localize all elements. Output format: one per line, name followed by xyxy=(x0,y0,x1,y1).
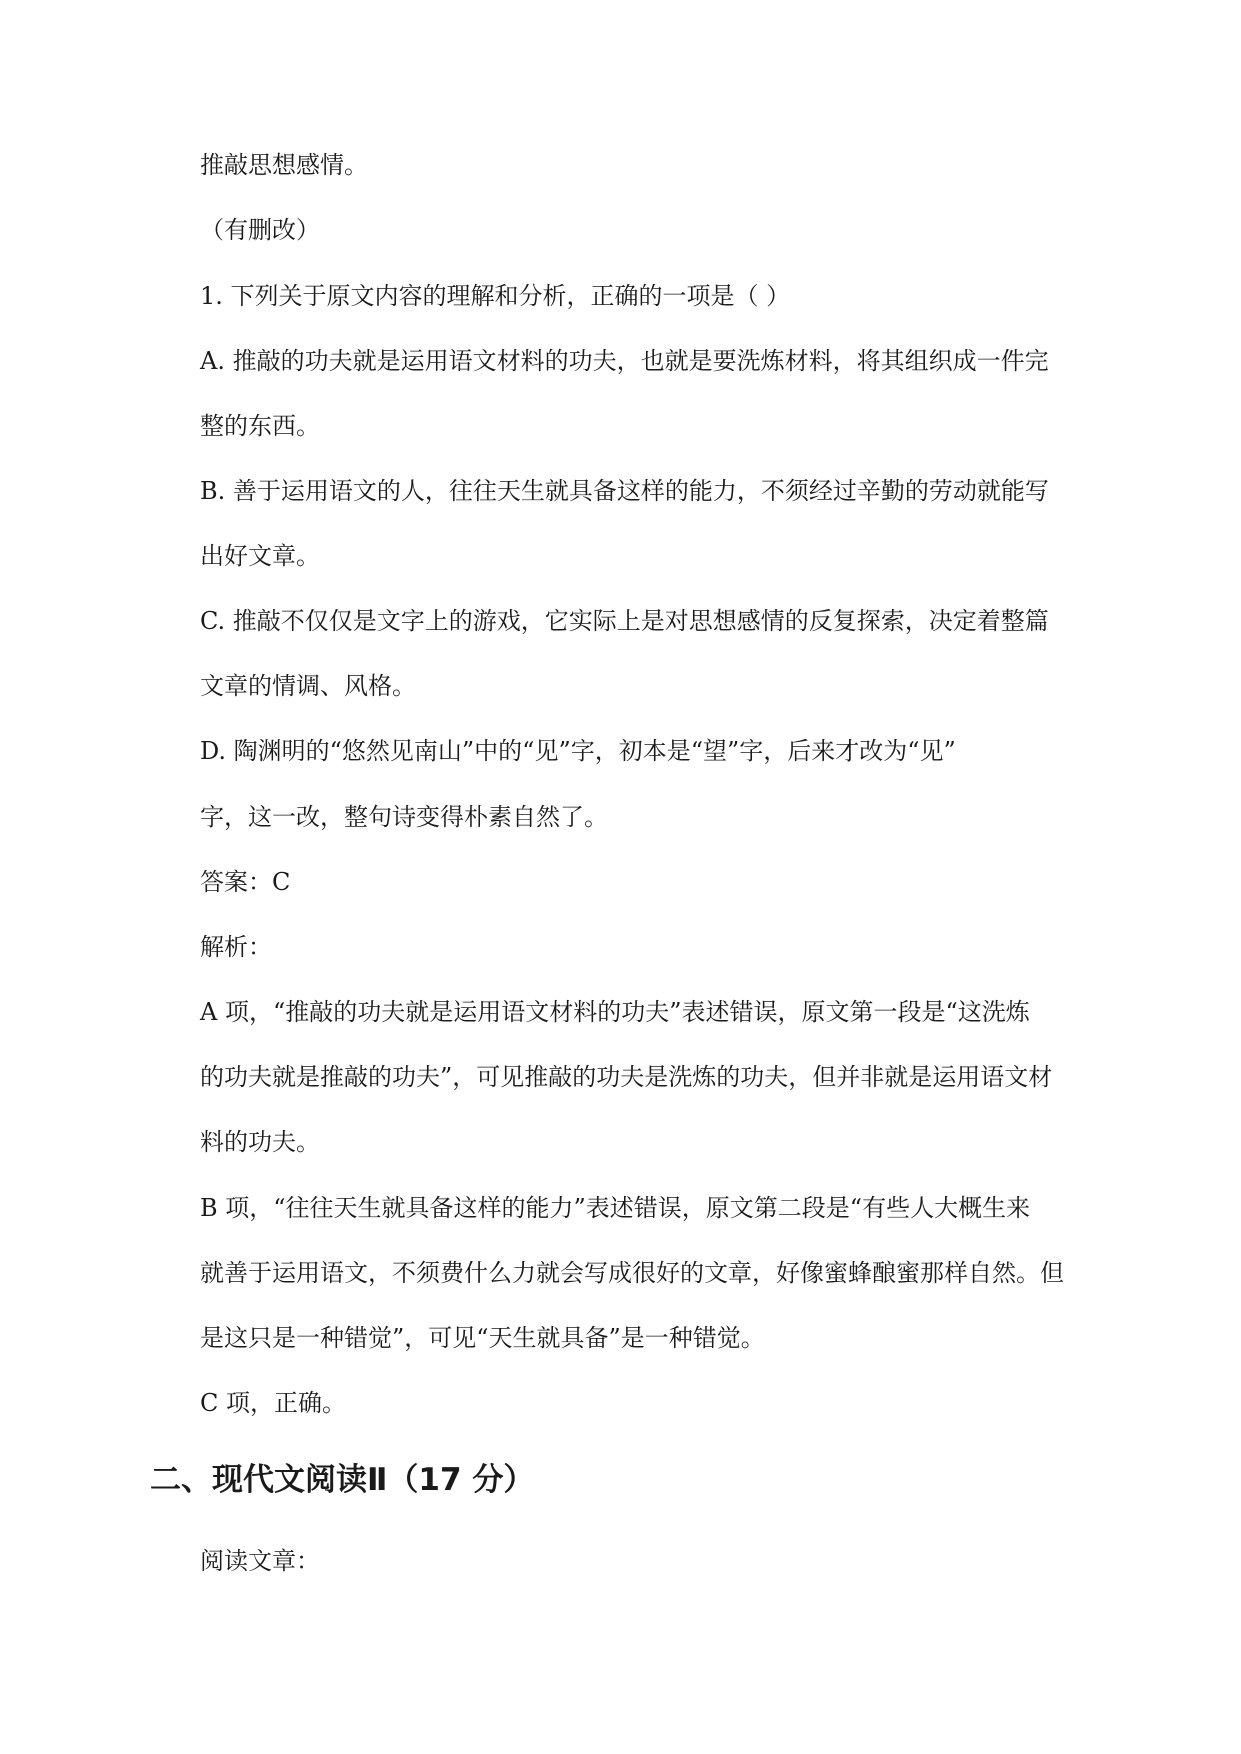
analysis-line: 就善于运用语文，不须费什么力就会写成很好的文章，好像蜜蜂酿蜜那样自然。但 xyxy=(200,1259,1064,1287)
question-1: 1. 下列关于原文内容的理解和分析，正确的一项是（ ） xyxy=(200,282,791,310)
text-line: 阅读文章： xyxy=(200,1547,320,1575)
option-c-line: C. 推敲不仅仅是文字上的游戏，它实际上是对思想感情的反复探索，决定着整篇 xyxy=(200,607,1049,635)
text-line: （有删改） xyxy=(200,216,320,244)
option-a-line: A. 推敲的功夫就是运用语文材料的功夫，也就是要洗炼材料，将其组织成一件完 xyxy=(200,347,1049,375)
option-a-line: 整的东西。 xyxy=(200,412,320,440)
analysis-line: C 项，正确。 xyxy=(200,1389,346,1417)
option-c-line: 文章的情调、风格。 xyxy=(200,672,416,700)
option-b-line: B. 善于运用语文的人，往往天生就具备这样的能力，不须经过辛勤的劳动就能写 xyxy=(200,477,1049,505)
section-heading: 二、现代文阅读Ⅱ（17 分） xyxy=(150,1462,535,1498)
option-d-line: D. 陶渊明的“悠然见南山”中的“见”字，初本是“望”字，后来才改为“见” xyxy=(200,737,956,765)
text-line: 推敲思想感情。 xyxy=(200,151,368,179)
analysis-line: A 项，“推敲的功夫就是运用语文材料的功夫”表述错误，原文第一段是“这洗炼 xyxy=(200,998,1030,1026)
answer-line: 答案：C xyxy=(200,868,291,896)
analysis-line: B 项，“往往天生就具备这样的能力”表述错误，原文第二段是“有些人大概生来 xyxy=(200,1194,1031,1222)
option-d-line: 字，这一改，整句诗变得朴素自然了。 xyxy=(200,803,608,831)
analysis-line: 的功夫就是推敲的功夫”，可见推敲的功夫是洗炼的功夫，但并非就是运用语文材 xyxy=(200,1063,1053,1091)
analysis-line: 料的功夫。 xyxy=(200,1128,320,1156)
analysis-label: 解析： xyxy=(200,933,272,961)
analysis-line: 是这只是一种错觉”，可见“天生就具备”是一种错觉。 xyxy=(200,1324,765,1352)
option-b-line: 出好文章。 xyxy=(200,542,320,570)
